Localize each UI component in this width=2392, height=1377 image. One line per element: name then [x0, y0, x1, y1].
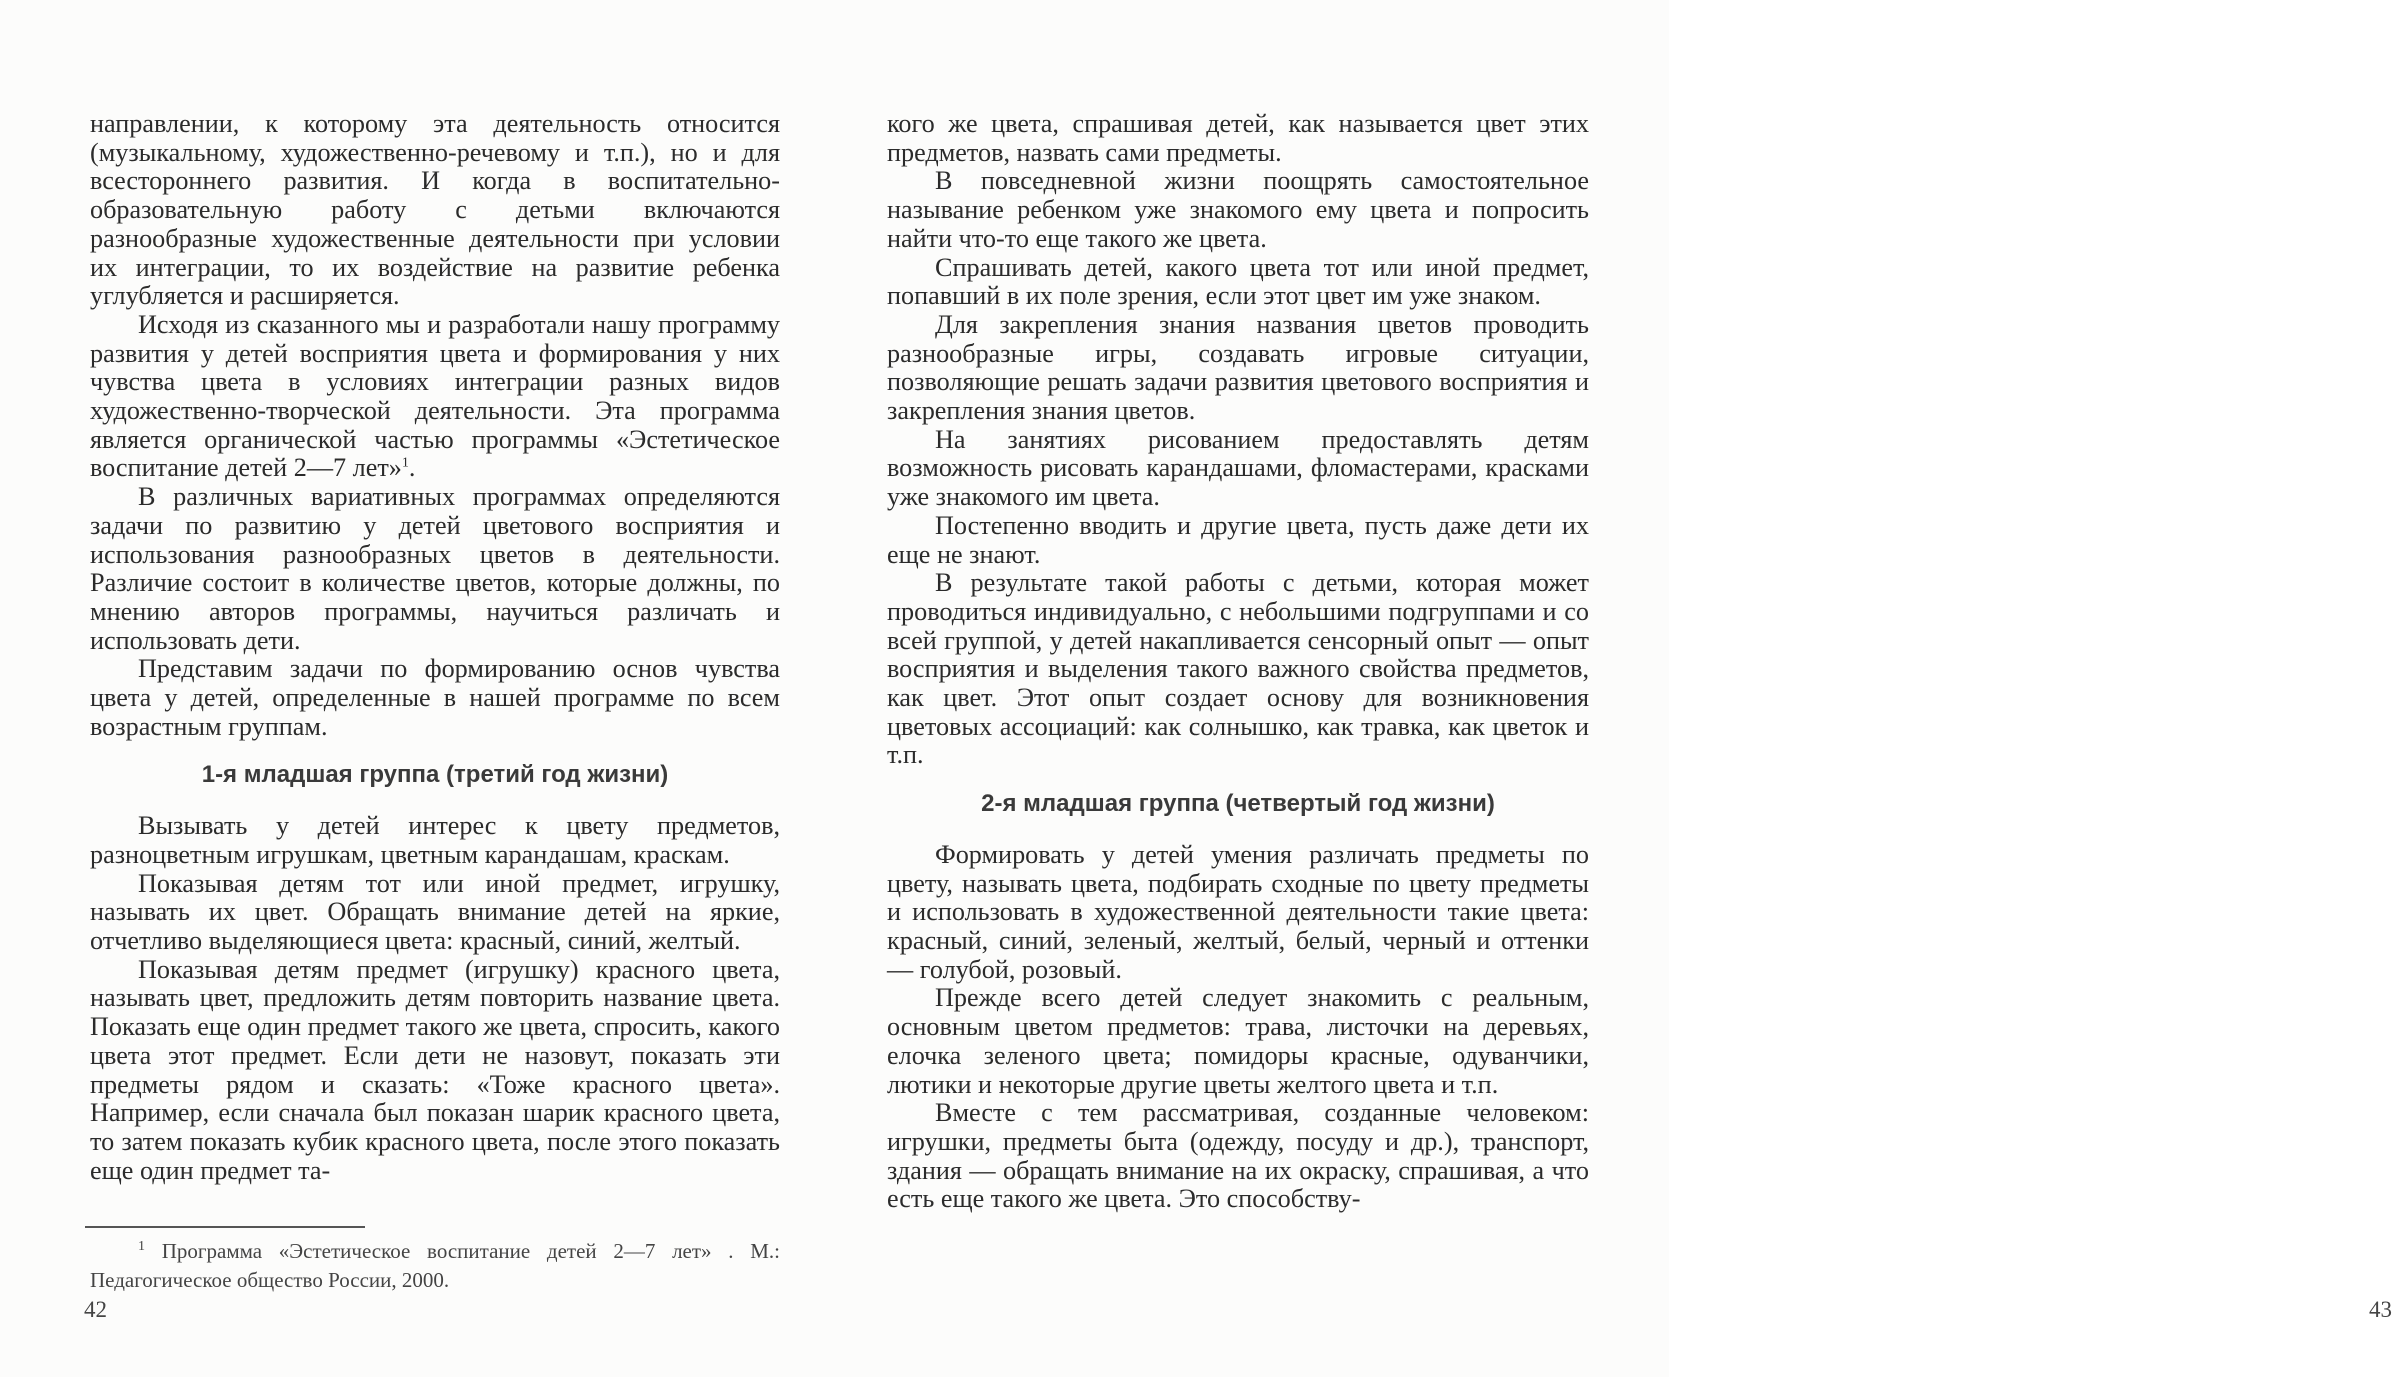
paragraph: Вызывать у детей интерес к цвету предметов, разноцветным игрушкам, цветным карандашам, краскам. — [90, 811, 780, 869]
footnote-number: 1 — [138, 1239, 145, 1254]
footnote-reference: 1 — [401, 455, 409, 471]
paragraph-text: Исходя из сказанного мы и разработали нашу программу развития у детей восприятия цвета и формирования у них чувства цвета в условиях интеграции разных видов художественно-творческой деятельности. Эта программа является органической частью программы «Эстетическое воспитание детей 2—7 лет» — [90, 309, 780, 483]
section-heading: 2-я младшая группа (четвертый год жизни) — [981, 790, 1495, 818]
paragraph: Постепенно вводить и другие цвета, пусть даже дети их еще не знают. — [887, 510, 1589, 569]
footnote-divider — [85, 1226, 365, 1228]
paragraph: В результате такой работы с детьми, которая может проводиться индивидуально, с небольшими подгруппами и со всей группой, у детей накапливается сенсорный опыт — опыт восприятия и выделения такого важного свойства предметов, как цвет. Этот опыт создает основу для возникновения цветовых ассоциаций: как солнышко, как травка, как цветок и т.п. — [887, 568, 1589, 770]
paragraph: В повседневной жизни поощрять самостоятельное называние ребенком уже знакомого ему цвета и попросить найти что-то еще такого же цвета. — [887, 166, 1589, 253]
paragraph: направлении, к которому эта деятельность относится (музыкальному, художественно-речевому и т.п.), но и для всестороннего развития. И когда в воспитательно-образовательную работу с детьми включаются разнообразные художественные деятельности при условии их интеграции, то их воздействие на развитие ребенка углубляется и расширяется. — [90, 109, 780, 311]
footnote-text: Программа «Эстетическое воспитание детей 2—7 лет» . М.: Педагогическое общество России, 2000. — [90, 1239, 780, 1292]
section-heading: 1-я младшая группа (третий год жизни) — [201, 761, 669, 789]
paragraph: Формировать у детей умения различать предметы по цвету, называть цвета, подбирать сходные по цвету предметы и использовать в художественной деятельности такие цвета: красный, синий, зеленый, желтый, белый, черный и оттенки — голубой, розовый. — [887, 839, 1589, 984]
footnote — [90, 1237, 780, 1295]
paragraph — [90, 311, 780, 483]
page-number: 42 — [84, 1297, 107, 1322]
paragraph: кого же цвета, спрашивая детей, как называется цвет этих предметов, назвать сами предметы. — [887, 109, 1589, 167]
paragraph: В различных вариативных программах определяются задачи по развитию у детей цветового восприятия и использования разнообразных цветов в деятельности. Различие состоит в количестве цветов, которые должны, по мнению авторов программы, научиться различать и использовать дети. — [90, 482, 780, 655]
paragraph: Спрашивать детей, какого цвета тот или иной предмет, попавший в их поле зрения, если этот цвет им уже знаком. — [887, 252, 1589, 311]
left-page — [0, 0, 835, 1377]
paragraph: Представим задачи по формированию основ чувства цвета у детей, определенные в нашей программе по всем возрастным группам. — [90, 654, 780, 741]
paragraph: На занятиях рисованием предоставлять детям возможность рисовать карандашами, фломастерами, красками уже знакомого им цвета. — [887, 424, 1589, 512]
paragraph: Показывая детям предмет (игрушку) красного цвета, называть цвет, предложить детям повторить название цвета. Показать еще один предмет такого же цвета, спросить, какого цвета этот предмет. Если дети не назовут, показать эти предметы рядом и сказать: «Тоже красного цвета». Например, если сначала был показан шарик красного цвета, то затем показать кубик красного цвета, после этого показать еще один предмет та- — [90, 954, 780, 1185]
paragraph-end: . — [408, 453, 416, 483]
paragraph: Прежде всего детей следует знакомить с реальным, основным цветом предметов: трава, листочки на деревьях, елочка зеленого цвета; помидоры красные, одуванчики, лютики и некоторые другие цветы желтого цвета и т.п. — [887, 983, 1589, 1099]
paragraph: Показывая детям тот или иной предмет, игрушку, называть их цвет. Обращать внимание детей на яркие, отчетливо выделяющиеся цвета: красный, синий, желтый. — [90, 868, 780, 955]
right-page — [835, 0, 2392, 1377]
paragraph: Для закрепления знания названия цветов проводить разнообразные игры, создавать игровые ситуации, позволяющие решать задачи развития цветового восприятия и закрепления знания цветов. — [887, 309, 1589, 426]
page-number: 43 — [2369, 1297, 2392, 1322]
left-text-column — [90, 110, 780, 1185]
paragraph: Вместе с тем рассматривая, созданные человеком: игрушки, предметы быта (одежду, посуду и др.), транспорт, здания — обращать внимание на их окраску, спрашивая, а что есть еще такого же цвета. Это способству- — [887, 1098, 1589, 1214]
right-text-column — [887, 110, 1589, 1214]
